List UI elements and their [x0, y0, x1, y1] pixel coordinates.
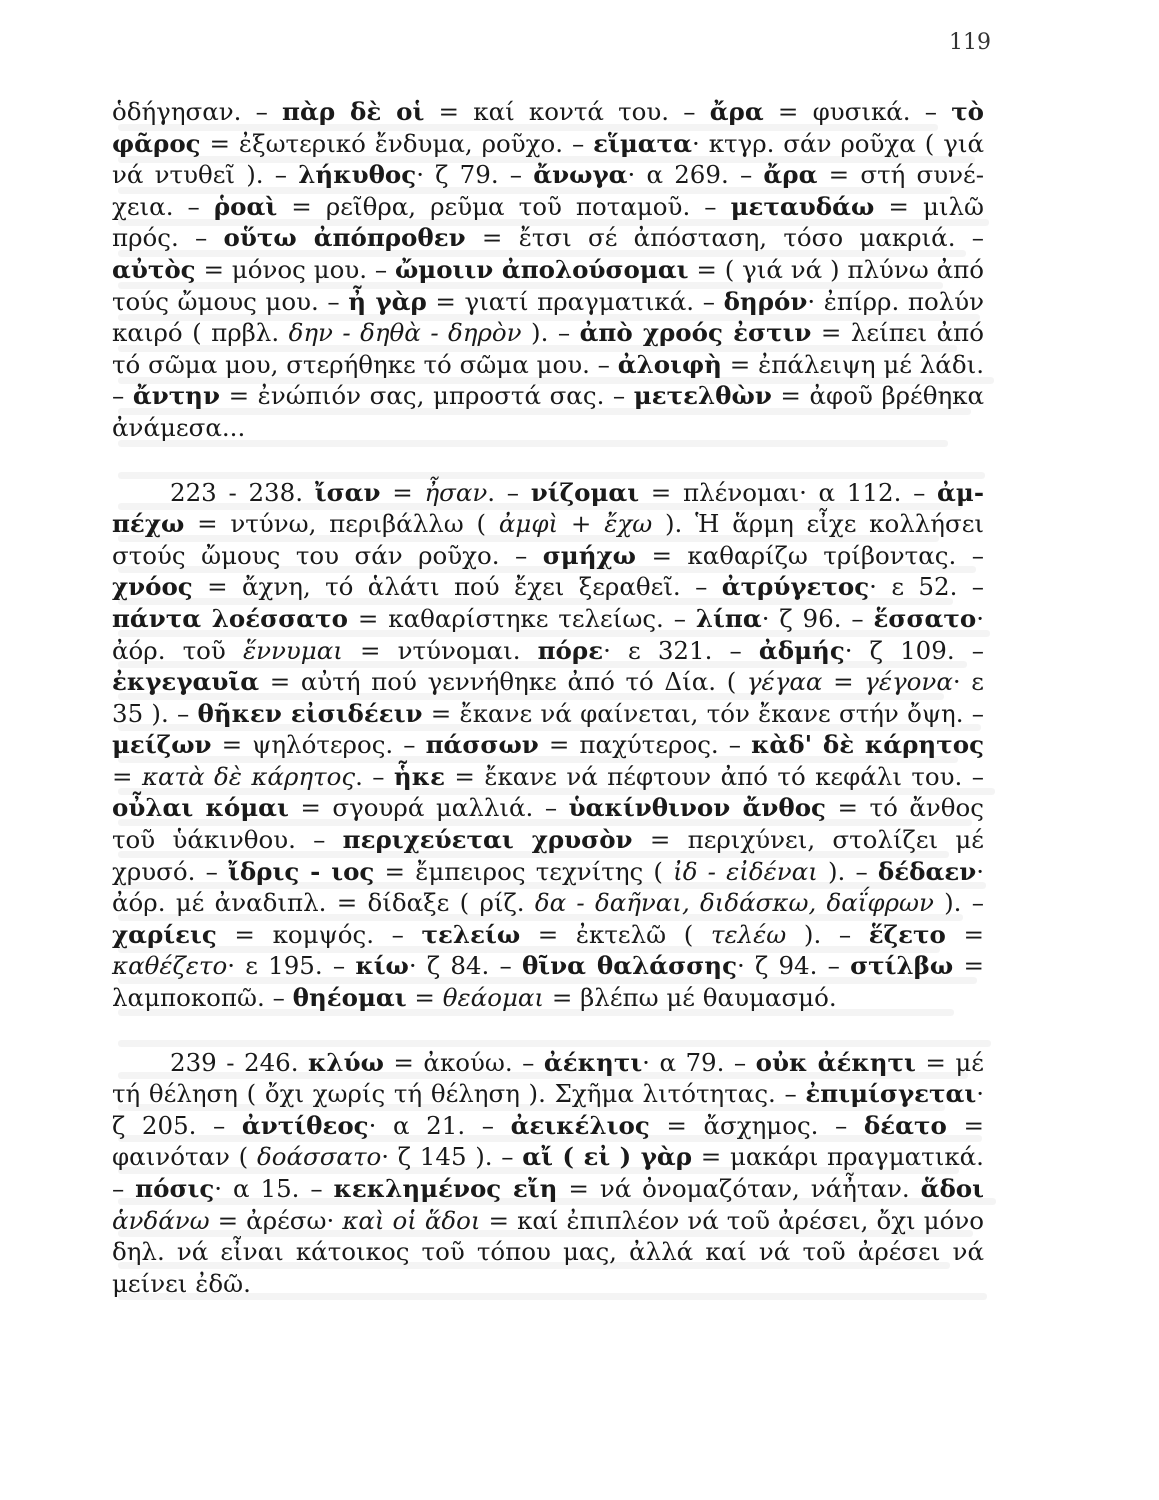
- text-line: μείζων = ψηλότερος. – πάσσων = παχύτερος. – κὰδ' δὲ κάρητος =: [112, 730, 984, 791]
- text-line: στούς ὤμους του σάν ροῦχο. – σμήχω = καθαρίζω τρίβοντας. –: [112, 540, 984, 570]
- text-line: = κομψός. – τελείω = ἐκτελῶ ( τελέω ). – ἕζετο = καθέζετο· ε 195.: [112, 919, 985, 981]
- text-line: φᾶρος = ἐξωτερικό ἔνδυμα, ροῦχο. – εἵματα· κτγρ. σάν ροῦχα ( γιά: [112, 128, 984, 158]
- text-line: ἐκγεγαυῖα = αὐτή πού γεννήθηκε ἀπό τό Δία. ( γέγαα = γέγονα· ε: [112, 667, 984, 697]
- text-line: πάντα λοέσσατο = καθαρίστηκε τελείως. – λίπα· ζ 96. – ἕσσατο·: [112, 603, 985, 633]
- text-line: 205. – ἀντίθεος· α 21. – ἀεικέλιος = ἄσχημος. – δέατο = φαινόταν: [112, 1110, 984, 1172]
- text-line: = ἀρέσω· καὶ οἱ ἅδοι = καί ἐπιπλέον νά τοῦ ἀρέσει, ὄχι μόνο δηλ.: [112, 1205, 984, 1267]
- text-line: οὖλαι κόμαι = σγουρά μαλλιά. – ὑακίνθινον ἄνθος = τό ἄνθος τοῦ: [112, 793, 985, 855]
- text-line: 35 ). – θῆκεν εἰσιδέειν = ἔκανε νά φαίνεται, τόν ἔκανε στήν ὄψη. –: [112, 698, 984, 728]
- text-line: 223 - 238. ἴσαν = ἦσαν. – νίζομαι = πλένομαι· α 112. – ἀμ-: [170, 477, 984, 507]
- text-line: α 15. – κεκλημένος εἴη = νά ὀνομαζόταν, νάἦταν. ἅδοι ἁνδάνω: [112, 1174, 984, 1235]
- paragraph-3: [112, 1047, 984, 1300]
- text-line: = μόνος μου. – ὤμοιιν ἀπολούσομαι = ( γιά νά ) πλύνω ἀπό τούς: [112, 254, 985, 316]
- text-line: ἀόρ. τοῦ ἕννυμαι = ντύνομαι. πόρε· ε 321. – ἀδμής· ζ 109. –: [112, 635, 985, 665]
- text-line: χεια. – ῥοαὶ = ρεῖθρα, ρεῦμα τοῦ ποταμοῦ. – μεταυδάω = μιλῶ: [112, 191, 985, 221]
- text-line: – κίω· ζ 84. – θῖνα θαλάσσης· ζ 94. – στίλβω = λαμποκοπῶ. –: [112, 951, 984, 1013]
- text-line: πέχω = ντύνω, περιβάλλω ( ἀμφὶ + ἔχω ). Ἡ ἅρμη εἶχε κολλήσει: [112, 509, 984, 539]
- text-line: ὤμους μου. – ἦ γὰρ = γιατί πραγματικά. – δηρόν· ἐπίρρ. πολύν: [177, 286, 985, 316]
- text-line: λάδι. – ἄντην = ἐνώπιόν σας, μπροστά σας. – μετελθὼν = ἀφοῦ: [112, 349, 984, 411]
- page-body: [112, 96, 984, 1299]
- text-line: βρέθηκα ἀνάμεσα...: [112, 381, 984, 442]
- text-line: ἴδρις - ιος = ἔμπειρος τεχνίτης ( ἰδ - εἰδέναι ). – δέδαεν· ἀόρ. μέ: [112, 856, 985, 918]
- text-line: ὁδήγησαν. – πὰρ δὲ οἱ = καί κοντά του. – ἄρα = φυσικά. – τὸ: [112, 97, 985, 126]
- text-line: νά ντυθεῖ ). – λήκυθος· ζ 79. – ἄνωγα· α 269. – ἄρα = στή συνέ-: [112, 160, 984, 190]
- text-line: τό σῶμα μου, στερήθηκε τό σῶμα μου. – ἀλοιφὴ = ἐπάλειψη μέ: [112, 349, 920, 379]
- text-line: 239 - 246. κλύω = ἀκούω. – ἀέκητι· α 79. – οὐκ ἀέκητι = μέ τή: [112, 1047, 984, 1109]
- text-line: ὑάκινθου. – περιχεύεται χρυσὸν = περιχύνει, στολίζει μέ χρυσό. –: [112, 825, 984, 886]
- page-number: 119: [949, 30, 991, 55]
- text-line: πρός. – οὕτω ἀπόπροθεν = ἔτσι σέ ἀπόσταση, τόσο μακριά. – αὐτὸς: [112, 223, 984, 284]
- text-line: θηέομαι = θεάομαι = βλέπω μέ θαυμασμό.: [292, 983, 837, 1013]
- text-line: χνόος = ἄχνη, τό ἁλάτι πού ἔχει ξεραθεῖ. – ἀτρύγετος· ε 52. –: [112, 572, 984, 602]
- text-line: νά εἶναι κάτοικος τοῦ τόπου μας, ἀλλά καί νά τοῦ ἀρέσει νά μείνει: [112, 1237, 984, 1298]
- text-line: θέληση ( ὄχι χωρίς τή θέληση ). Σχῆμα λιτότητας. – ἐπιμίσγεται· ζ: [112, 1079, 984, 1140]
- text-line: καιρό ( πρβλ. δην - δηθὰ - δηρὸν ). – ἀπὸ χροός ἐστιν = λείπει ἀπό: [112, 318, 984, 348]
- text-line: ἐδῶ.: [195, 1268, 251, 1298]
- text-line: κατὰ δὲ κάρητος. – ἧκε = ἔκανε νά πέφτουν ἀπό τό κεφάλι του. –: [141, 761, 984, 791]
- paragraph-1: [112, 96, 984, 444]
- text-line: ἀναδιπλ. = δίδαξε ( ρίζ. δα - δαῆναι, διδάσκω, δαΐφρων ). – χαρίεις: [112, 888, 984, 949]
- paragraph-2: [112, 477, 984, 1014]
- text-line: ( δοάσσατο· ζ 145 ). – αἴ ( εἰ ) γὰρ = μακάρι πραγματικά. – πόσις·: [112, 1142, 984, 1203]
